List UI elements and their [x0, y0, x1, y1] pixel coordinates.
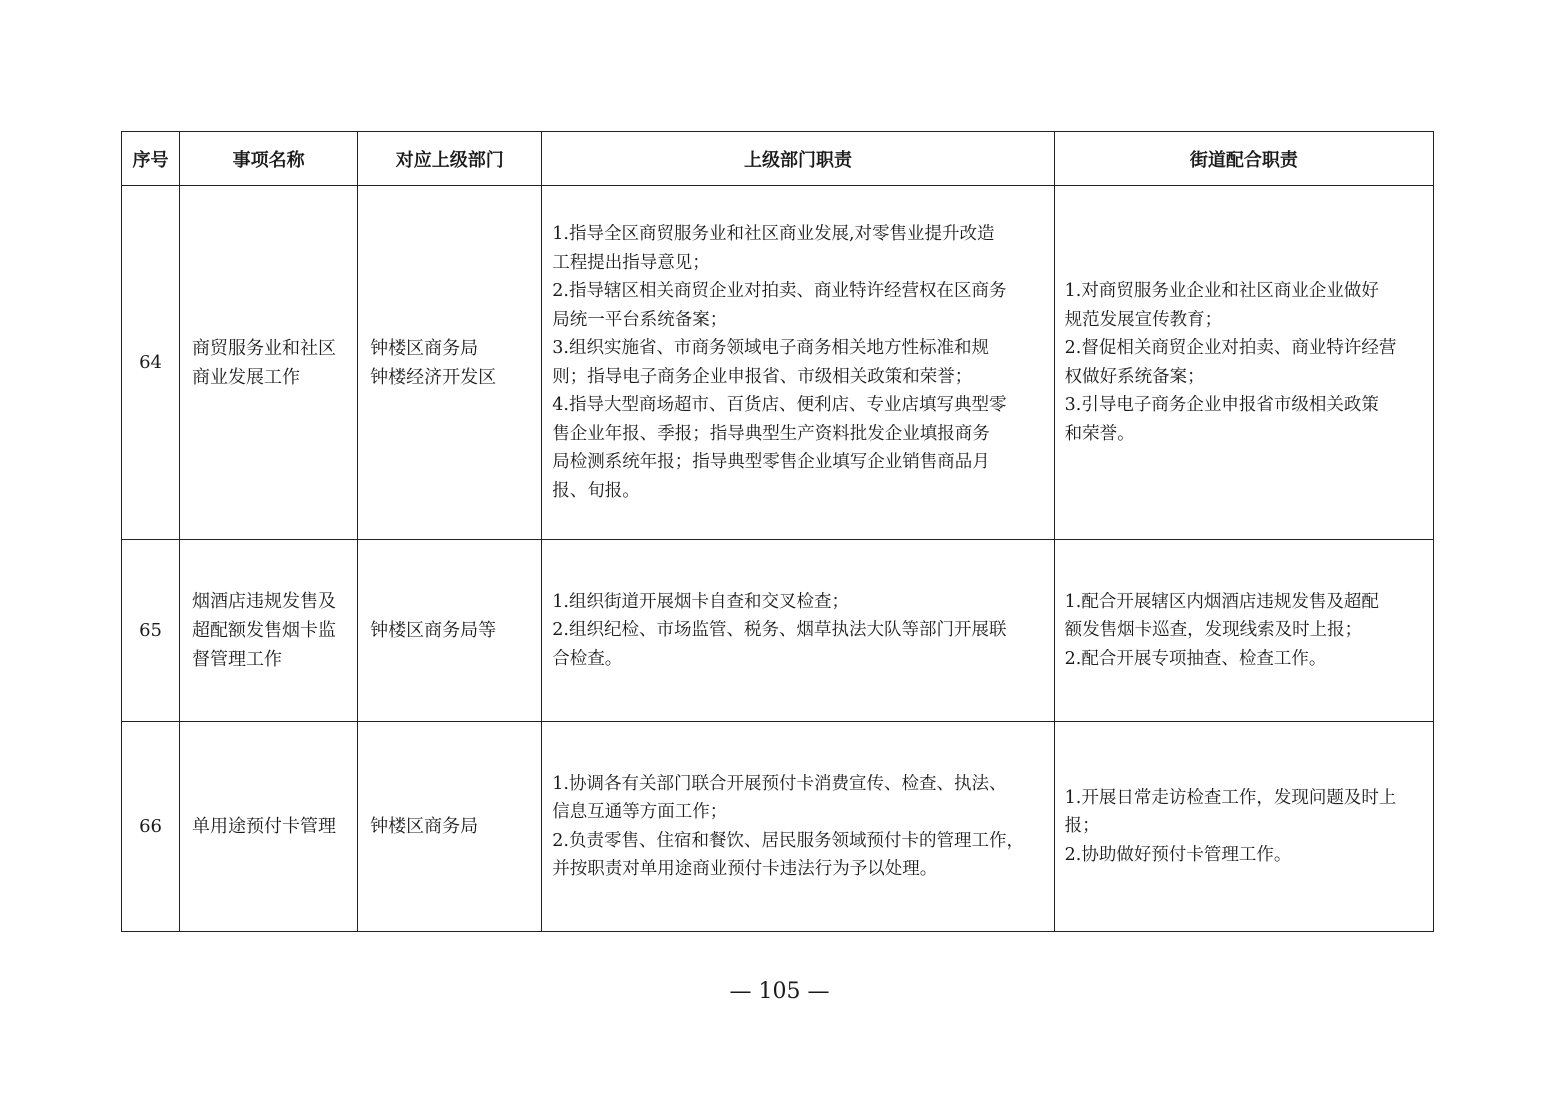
superior-duty-cell [542, 186, 1054, 540]
duty-line: 2.指导辖区相关商贸企业对拍卖、商业特许经营权在区商务 [552, 281, 1007, 301]
street-line: 2.协助做好预付卡管理工作。 [1064, 844, 1292, 865]
row-number: 64 [122, 186, 180, 540]
duty-line: 售企业年报、季报；指导典型生产资料批发企业填报商务 [552, 423, 990, 444]
dept-line: 钟楼区商务局 [370, 816, 479, 837]
street-line: 和荣誉。 [1064, 423, 1135, 444]
street-duty-cell [1054, 186, 1433, 540]
street-line: 2.督促相关商贸企业对拍卖、商业特许经营 [1064, 338, 1397, 358]
duty-line: 局统一平台系统备案； [552, 309, 728, 330]
row-number: 66 [122, 722, 180, 932]
dept-line: 钟楼区商务局等 [370, 620, 497, 641]
street-line: 2.配合开展专项抽查、检查工作。 [1064, 648, 1327, 669]
street-duty-cell [1054, 540, 1433, 722]
item-name-line: 烟酒店违规发售及 [192, 591, 337, 612]
item-name-line: 商业发展工作 [192, 366, 301, 388]
duty-line: 并按职责对单用途商业预付卡违法行为予以处理。 [552, 859, 938, 879]
duty-line: 4.指导大型商场超市、百货店、便利店、专业店填写典型零 [552, 395, 1007, 415]
row-number: 65 [122, 540, 180, 722]
street-line: 规范发展宣传教育； [1064, 309, 1223, 330]
duty-table [121, 131, 1434, 932]
duty-line: 1.协调各有关部门联合开展预付卡消费宣传、检查、执法、 [552, 773, 1007, 794]
header-item-name: 事项名称 [180, 132, 358, 186]
item-name-line: 督管理工作 [192, 649, 283, 670]
duty-line: 2.组织纪检、市场监管、税务、烟草执法大队等部门开展联 [552, 620, 1007, 641]
street-line: 权做好系统备案； [1064, 366, 1205, 387]
header-no: 序号 [122, 132, 180, 186]
duty-line: 则；指导电子商务企业申报省、市级相关政策和荣誉； [552, 366, 973, 387]
street-duty-cell [1054, 722, 1433, 932]
table-header-row [122, 132, 1434, 186]
duty-line: 合检查。 [552, 648, 623, 669]
duty-line: 信息互通等方面工作； [552, 802, 728, 822]
header-superior-dept: 对应上级部门 [358, 132, 542, 186]
item-name-line: 单用途预付卡管理 [192, 816, 337, 837]
item-name-line: 商贸服务业和社区 [192, 337, 337, 359]
duty-line: 局检测系统年报；指导典型零售企业填写企业销售商品月 [552, 452, 990, 472]
street-line: 1.开展日常走访检查工作，发现问题及时上 [1064, 787, 1397, 808]
page-number: — 105 — [729, 979, 830, 1004]
street-line: 报； [1064, 816, 1100, 837]
item-name-cell [180, 540, 358, 722]
header-superior-duty: 上级部门职责 [542, 132, 1054, 186]
street-line: 额发售烟卡巡查，发现线索及时上报； [1064, 620, 1363, 641]
superior-dept-cell [358, 540, 542, 722]
superior-dept-cell [358, 722, 542, 932]
table-row [122, 722, 1434, 932]
item-name-cell [180, 722, 358, 932]
header-street-duty: 街道配合职责 [1054, 132, 1433, 186]
superior-duty-cell [542, 540, 1054, 722]
street-line: 1.配合开展辖区内烟酒店违规发售及超配 [1064, 591, 1379, 612]
dept-line: 钟楼区商务局 [370, 337, 479, 359]
street-line: 1.对商贸服务业企业和社区商业企业做好 [1064, 281, 1379, 301]
item-name-cell [180, 186, 358, 540]
dept-line: 钟楼经济开发区 [370, 366, 497, 388]
duty-line: 1.组织街道开展烟卡自查和交叉检查； [552, 591, 849, 612]
item-name-line: 超配额发售烟卡监 [192, 620, 337, 641]
duty-line: 2.负责零售、住宿和餐饮、居民服务领域预付卡的管理工作， [552, 830, 1024, 851]
table-row [122, 540, 1434, 722]
duty-line: 3.组织实施省、市商务领域电子商务相关地方性标准和规 [552, 338, 989, 358]
duty-line: 报、旬报。 [552, 480, 640, 501]
superior-duty-cell [542, 722, 1054, 932]
table-row [122, 186, 1434, 540]
superior-dept-cell [358, 186, 542, 540]
street-line: 3.引导电子商务企业申报省市级相关政策 [1064, 395, 1379, 415]
duty-line: 1.指导全区商贸服务业和社区商业发展,对零售业提升改造 [552, 224, 995, 244]
duty-line: 工程提出指导意见； [552, 252, 710, 273]
